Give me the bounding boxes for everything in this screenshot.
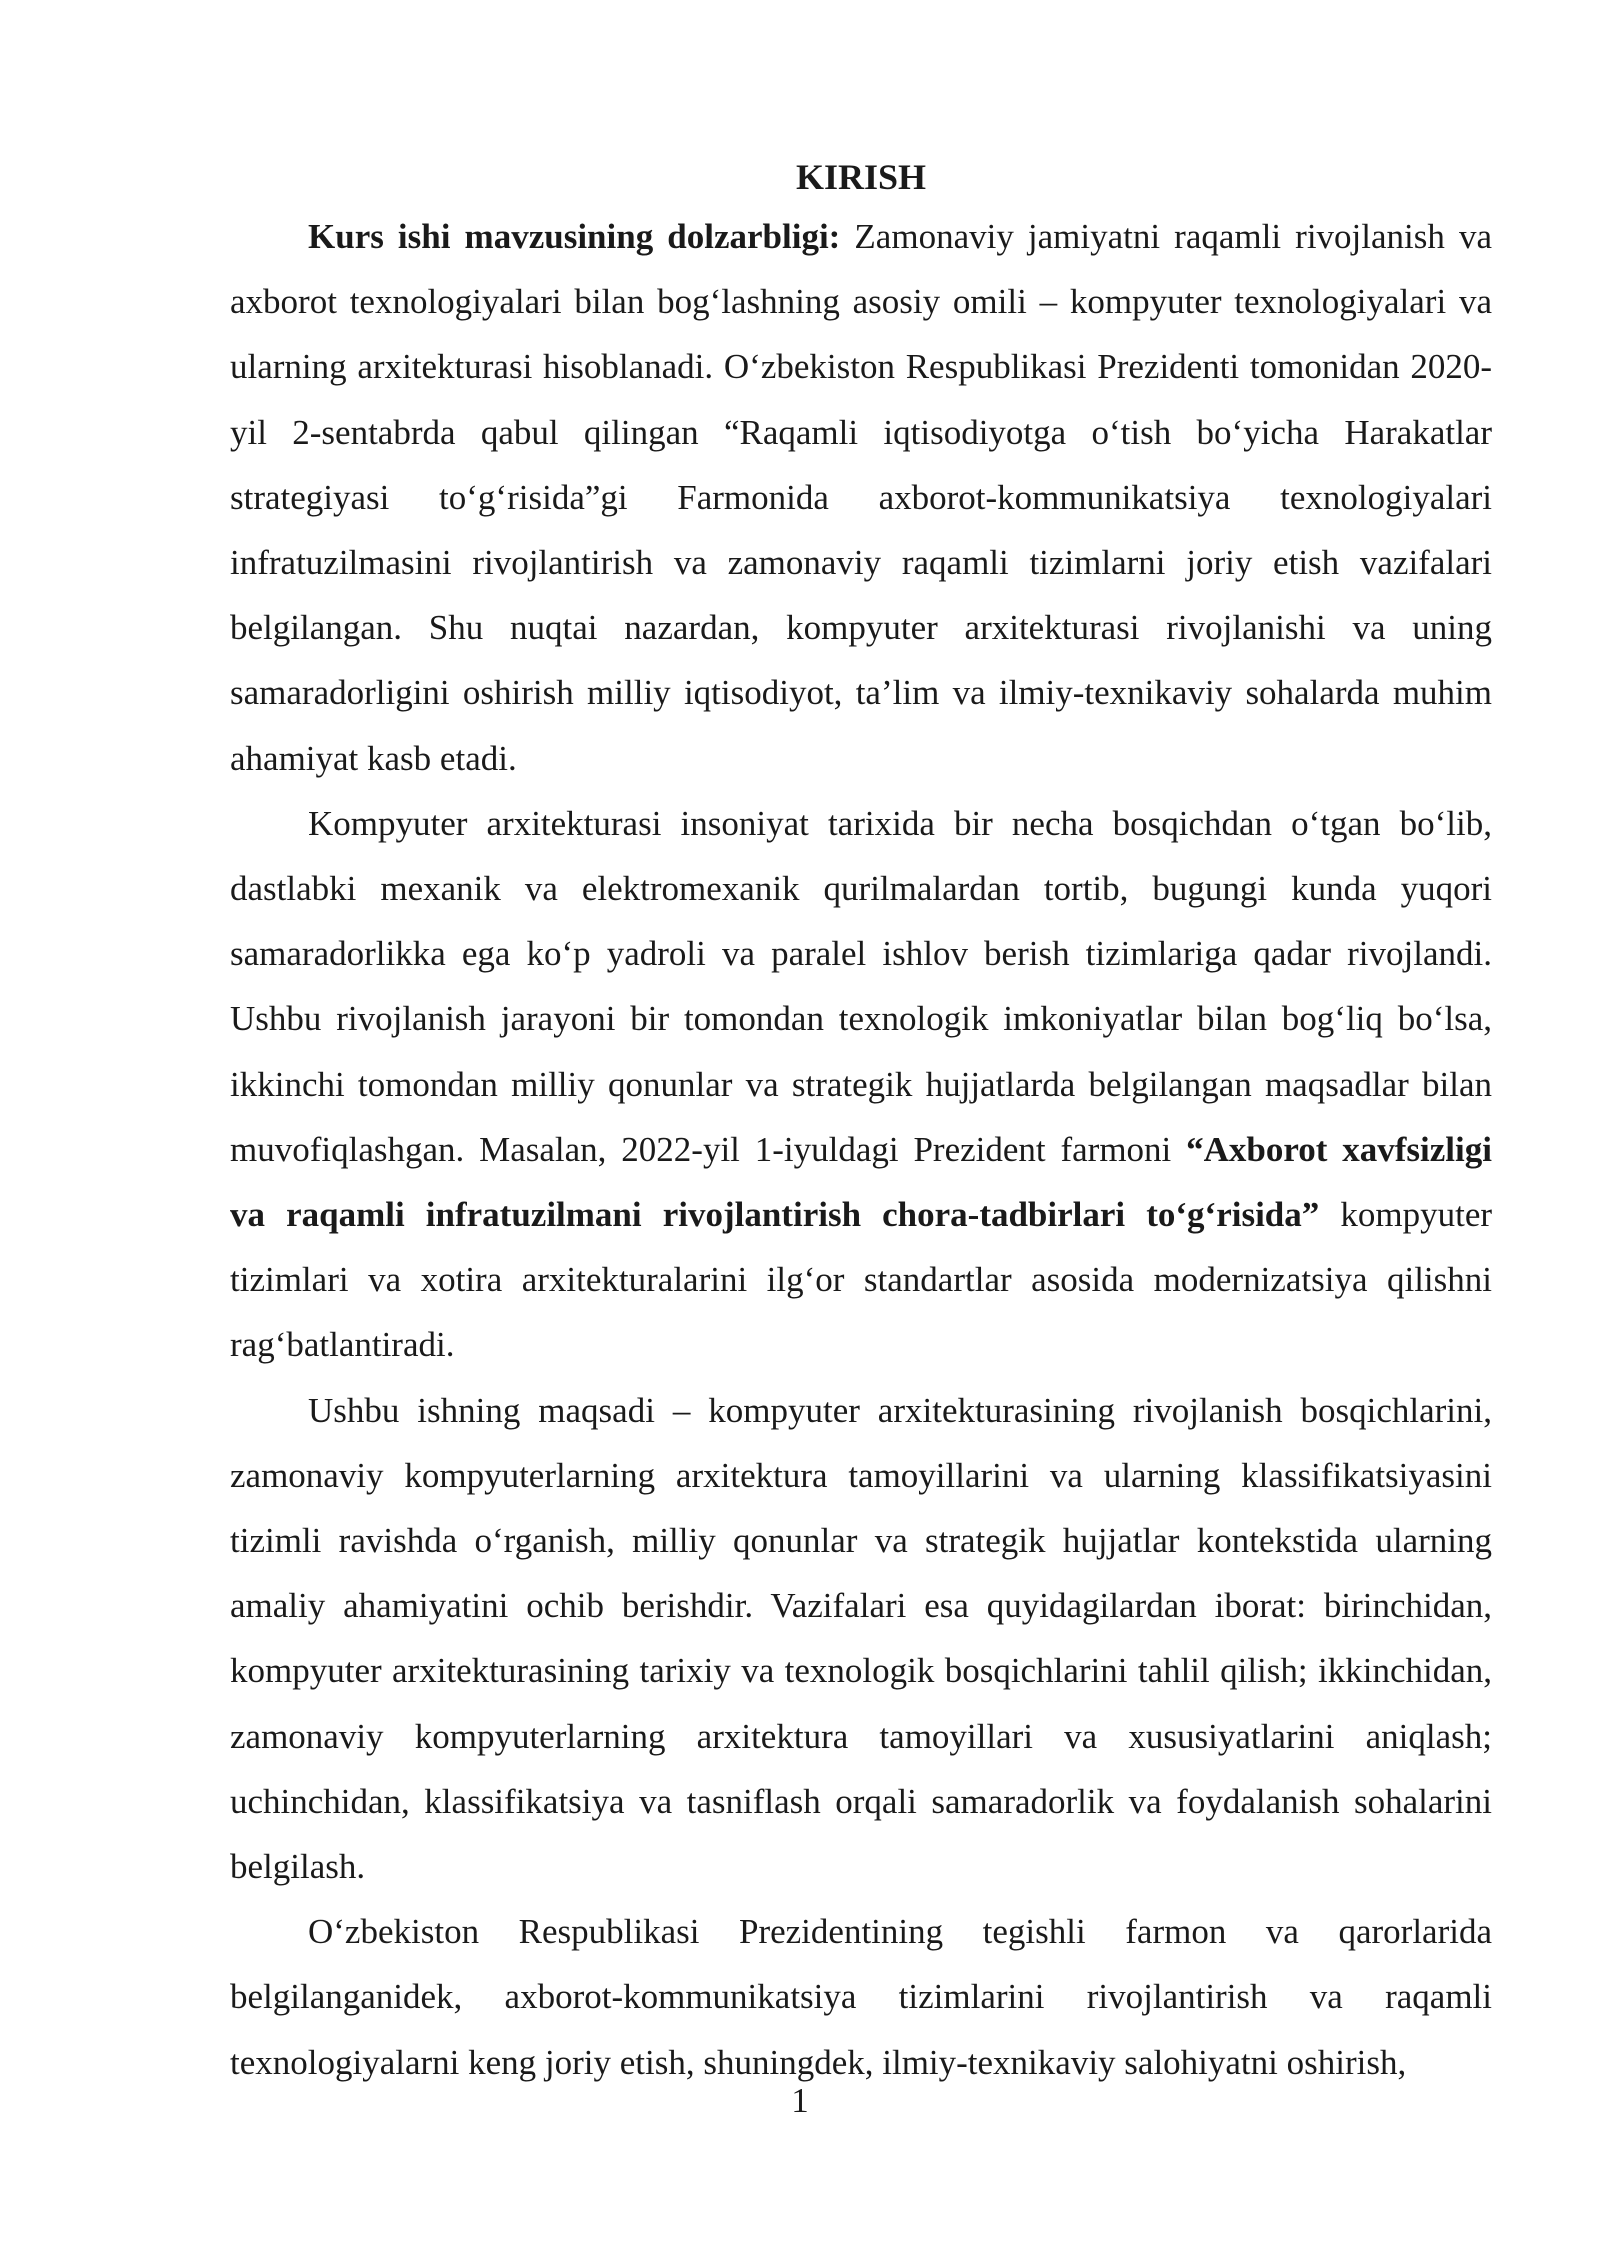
relevance-heading: Kurs ishi mavzusining dolzarbligi: <box>308 217 841 256</box>
document-page <box>230 150 1492 2095</box>
paragraph-relevance <box>230 204 1492 791</box>
page-title: KIRISH <box>795 157 927 197</box>
decree-title: “Axborot xavfsizligi va raqamli infratuzilmani rivojlantirish chora-tadbirlari to‘g‘risida” <box>230 1129 1492 1235</box>
relevance-text: Zamonaviy jamiyatni raqamli rivojlanish va axborot texnologiyalari bilan bog‘lashning asosiy omili – kompyuter texnologiyalari va ularning arxitekturasi hisoblanadi. O‘zbekiston Respublikasi Prezidenti tomonidan 2020-yil 2-sentabrda qabul qilingan “Raqamli iqtisodiyotga o‘tish bo‘yicha Harakatlar strategiyasi to‘g‘risida”gi Farmonida axborot-kommunikatsiya texnologiyalari infratuzilmasini rivojlantirish va zamonaviy raqamli tizimlarni joriy etish vazifalari belgilangan. Shu nuqtai nazardan, kompyuter arxitekturasi rivojlanishi va uning samaradorligini oshirish milliy iqtisodiyot, ta’lim va ilmiy-texnikaviy sohalarda muhim ahamiyat kasb etadi. <box>230 217 1492 778</box>
paragraph-history <box>230 791 1492 1378</box>
history-text-b: kompyuter tizimlari va xotira arxitekturalarini ilg‘or standartlar asosida modernizatsiya qilishni rag‘batlantiradi. <box>230 1195 1493 1365</box>
page-number: 1 <box>791 2081 809 2120</box>
history-text-a: Kompyuter arxitekturasi insoniyat tarixida bir necha bosqichdan o‘tgan bo‘lib, dastlabki mexanik va elektromexanik qurilmalardan tortib, bugungi kunda yuqori samaradorlikka ega ko‘p yadroli va paralel ishlov berish tizimlariga qadar rivojlandi. Ushbu rivojlanish jarayoni bir tomondan texnologik imkoniyatlar bilan bog‘liq bo‘lsa, ikkinchi tomondan milliy qonunlar va strategik hujjatlarda belgilangan maqsadlar bilan muvofiqlashgan. Masalan, 2022-yil 1-iyuldagi Prezident farmoni <box>230 803 1492 1169</box>
paragraph-decrees: O‘zbekiston Respublikasi Prezidentining tegishli farmon va qarorlarida belgilanganidek, axborot-kommunikatsiya tizimlarini rivojlantirish va raqamli texnologiyalarni keng joriy etish, shuningdek, ilmiy-texnikaviy salohiyatni oshirish, <box>230 1912 1492 2082</box>
paragraph-goals: Ushbu ishning maqsadi – kompyuter arxitekturasining rivojlanish bosqichlarini, zamonaviy kompyuterlarning arxitektura tamoyillarini va ularning klassifikatsiyasini tizimli ravishda o‘rganish, milliy qonunlar va strategik hujjatlar kontekstida ularning amaliy ahamiyatini ochib berishdir. Vazifalari esa quyidagilardan iborat: birinchidan, kompyuter arxitekturasining tarixiy va texnologik bosqichlarini tahlil qilish; ikkinchidan, zamonaviy kompyuterlarning arxitektura tamoyillari va xususiyatlarini aniqlash; uchinchidan, klassifikatsiya va tasniflash orqali samaradorlik va foydalanish sohalarini belgilash. <box>230 1390 1492 1887</box>
